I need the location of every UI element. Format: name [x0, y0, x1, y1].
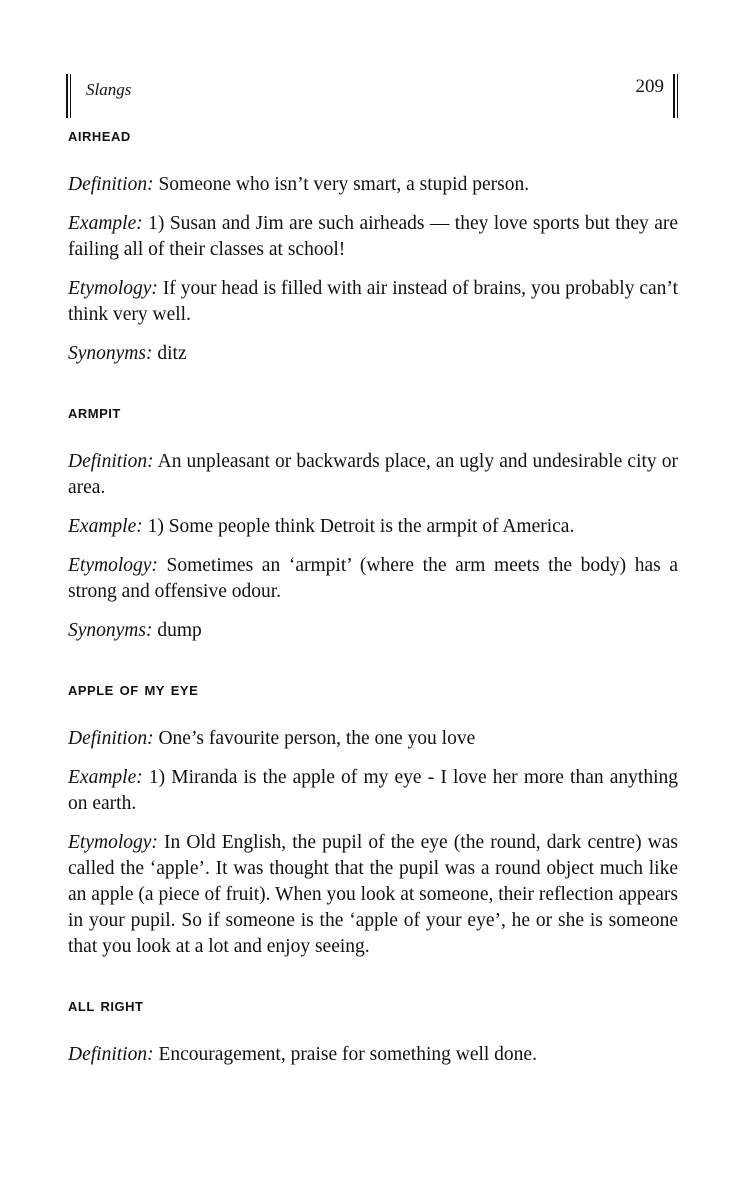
definition	[68, 172, 678, 198]
example-label: Example:	[68, 767, 143, 788]
entry-airhead	[68, 124, 678, 367]
synonyms	[68, 341, 678, 367]
example-text: 1) Susan and Jim are such airheads — they love sports but they are failing all of their classes at school!	[68, 213, 679, 260]
entry-title: armpit	[68, 402, 121, 423]
running-head	[66, 74, 678, 122]
left-header-rule	[66, 74, 71, 118]
synonyms-text: dump	[157, 620, 202, 641]
entry-title: all right	[68, 995, 144, 1016]
synonyms	[68, 618, 678, 644]
etymology	[68, 830, 678, 960]
example-label: Example:	[68, 213, 143, 234]
synonyms-label: Synonyms:	[68, 620, 153, 641]
definition-text: An unpleasant or backwards place, an ugly and undesirable city or area.	[68, 451, 678, 498]
definition	[68, 726, 678, 752]
etymology-text: If your head is filled with air instead of brains, you probably can’t think very well.	[68, 278, 678, 325]
definition-label: Definition:	[68, 1044, 154, 1065]
etymology-label: Etymology:	[68, 278, 158, 299]
entry-all-right	[68, 994, 678, 1068]
synonyms-label: Synonyms:	[68, 343, 153, 364]
definition	[68, 1042, 678, 1068]
example-text: 1) Miranda is the apple of my eye - I love her more than anything on earth.	[68, 767, 679, 814]
entry-armpit	[68, 401, 678, 644]
entry-title: airhead	[68, 125, 131, 146]
etymology-label: Etymology:	[68, 832, 158, 853]
example-label: Example:	[68, 516, 143, 537]
definition-label: Definition:	[68, 451, 154, 472]
definition-text: One’s favourite person, the one you love	[158, 728, 476, 749]
example	[68, 765, 678, 817]
definition-text: Someone who isn’t very smart, a stupid person.	[158, 174, 530, 195]
definition-label: Definition:	[68, 728, 154, 749]
right-header-rule	[673, 74, 678, 118]
etymology-label: Etymology:	[68, 555, 158, 576]
page-number: 209	[635, 76, 664, 97]
etymology-text: Sometimes an ‘armpit’ (where the arm meets the body) has a strong and offensive odour.	[68, 555, 678, 602]
entry-apple-of-my-eye	[68, 678, 678, 960]
running-title: Slangs	[86, 80, 132, 99]
etymology	[68, 553, 678, 605]
synonyms-text: ditz	[157, 343, 187, 364]
page-content	[68, 124, 678, 1102]
etymology	[68, 276, 678, 328]
example	[68, 211, 678, 263]
example	[68, 514, 678, 540]
etymology-text: In Old English, the pupil of the eye (the round, dark centre) was called the ‘apple’. It was thought that the pupil was a round object much like an apple (a piece of fruit). When you look at someone, their reflection appears in your pupil. So if someone is the ‘apple of your eye’, he or she is someone that you look at a lot and enjoy seeing.	[68, 832, 678, 957]
definition-text: Encouragement, praise for something well done.	[158, 1044, 537, 1065]
example-text: 1) Some people think Detroit is the armpit of America.	[147, 516, 575, 537]
definition-label: Definition:	[68, 174, 154, 195]
entry-title: apple of my eye	[68, 679, 199, 700]
definition	[68, 449, 678, 501]
